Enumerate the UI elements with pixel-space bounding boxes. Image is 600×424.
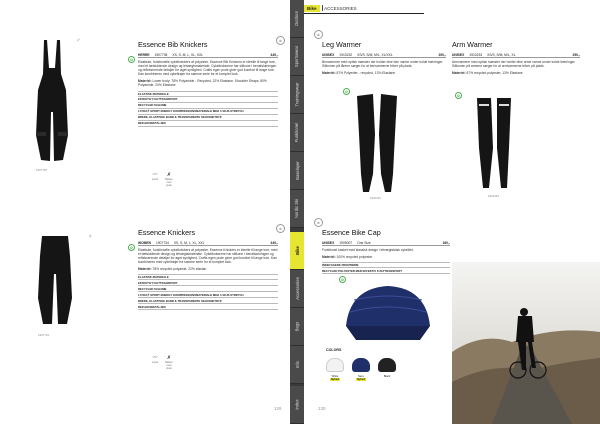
knickers-image-sku: 1907734 bbox=[38, 333, 49, 337]
price-label: 200,- bbox=[438, 52, 446, 57]
eco-leaf-icon: ✿ bbox=[343, 88, 350, 95]
essence-knickers-product bbox=[138, 228, 278, 310]
bib-feature-icons bbox=[150, 172, 174, 187]
color-swatch-black[interactable] bbox=[378, 358, 396, 372]
sku-label: 1910233 bbox=[469, 52, 483, 57]
breadcrumb-category[interactable]: ACCESSORIES bbox=[324, 5, 357, 11]
tab-outdoor[interactable]: Outdoor bbox=[290, 0, 304, 38]
tab-accessories[interactable]: Accessories bbox=[290, 270, 304, 308]
material: Materiel: 87% recycled polyester, 13% Elastane bbox=[452, 71, 523, 76]
sku-label: 1909007 bbox=[339, 240, 353, 245]
feature-item: INDBYGGEDE FRONTBRIM bbox=[322, 262, 450, 268]
price-label: 160,- bbox=[442, 240, 450, 245]
male-symbol-icon: ♂ bbox=[76, 38, 81, 44]
recycle-badge-icon: ♻ bbox=[314, 218, 323, 227]
tab-info[interactable]: Info bbox=[290, 346, 304, 384]
feature-item: BREDE, ELASTISKE BAND & TRANSPARENTE SILIKONETRYK bbox=[138, 298, 278, 304]
sizes-label: XS, S, M, L, XL, XXL bbox=[172, 52, 203, 57]
sku-label: 1907735 bbox=[154, 52, 168, 57]
gender-label: WOMEN bbox=[138, 240, 152, 245]
recycle-badge-icon: ♻ bbox=[276, 36, 285, 45]
spec-bar bbox=[322, 240, 450, 246]
feature-item: RECYCLED SCHAMB bbox=[138, 103, 278, 109]
product-title: Leg Warmer bbox=[322, 40, 362, 49]
tab-nordic-ski[interactable]: Nordic Ski bbox=[290, 190, 304, 228]
description: Elastiske, funktionelle cykelknickers af polyester. Essence Knickers er ideelle til lange ture, med et tætsiddende design og letvægtsmateriale. Cykelbukserne har silikone i benafslutningen og reflekserende detaljer for øget synlighed. Crafts egen pude giver god komfort til lange ture. Kan kombineres med cykeltrøjer fra samme serie for et komplet look. bbox=[138, 248, 278, 265]
color-caption: White Nyhed bbox=[331, 375, 339, 381]
page-number-right: 130 bbox=[318, 406, 326, 411]
feature-list bbox=[138, 91, 278, 127]
leg-warmer-image-sku: 1910232 bbox=[370, 196, 381, 200]
color-swatch-navy[interactable] bbox=[352, 358, 370, 372]
feature-item: REFLEKSDETALJER bbox=[138, 121, 278, 127]
feature-item: RECYCLED SCHAMB bbox=[138, 286, 278, 292]
feature-item: EFFEKTIV FUGTTRANSPORT bbox=[138, 280, 278, 286]
material: Materiel: 100% recycled polyester bbox=[322, 255, 373, 260]
description: Elastiske, funktionelle cykelknickers af polyester. Essence Bib Knickers er ideelle til lange ture, med et tætsiddende design og letvægtsmateriale. Cykelbukserne har silikone i benafslutningen og reflekserende detaljer for øget synlighed. Crafts egen pude giver god komfort til lange ture. Kan kombineres med cykeltrøjer fra samme serie for et komplet look. bbox=[138, 60, 277, 77]
product-title: Essence Bib Knickers bbox=[138, 40, 208, 49]
colors-label: COLORS bbox=[326, 348, 342, 352]
spec-bar bbox=[138, 52, 278, 58]
essence-knickers-image bbox=[36, 236, 74, 326]
bib-knickers-image bbox=[30, 40, 74, 165]
breadcrumb-divider bbox=[322, 5, 323, 11]
feature-item: BREDE, ELASTISKE BAND & TRANSPARENTE SILIKONETRYK bbox=[138, 115, 278, 121]
material: Materiel: 78% recycled polyamid, 22% elastan bbox=[138, 267, 207, 272]
sizes-label: One Size bbox=[357, 240, 371, 245]
bike-cap-image bbox=[340, 282, 436, 344]
feature-item: LYCRA® SPORT ENERGY KOMPRESSIONSMATERIALE MED 4-VEJS STRETCH bbox=[138, 292, 278, 298]
tab-baselayer[interactable]: Baselayer bbox=[290, 152, 304, 190]
feature-item: REFLEKSDETALJER bbox=[138, 304, 278, 310]
product-title: Essence Knickers bbox=[138, 228, 196, 237]
cyclist-photo bbox=[452, 262, 600, 424]
tab-bags[interactable]: Bags bbox=[290, 308, 304, 346]
feature-item: EFFEKTIV FUGTTRANSPORT bbox=[138, 97, 278, 103]
left-page bbox=[0, 0, 290, 424]
spec-bar bbox=[138, 240, 278, 246]
bib-image-sku: 1907735 bbox=[36, 168, 47, 172]
gender-label: HERRE bbox=[138, 52, 150, 57]
tab-index[interactable]: Index bbox=[290, 386, 304, 424]
gender-label: UNISEX bbox=[322, 52, 335, 57]
leg-warmer-product bbox=[322, 40, 446, 75]
gender-label: UNISEX bbox=[452, 52, 465, 57]
description: Funktionel kasket med klassisk design i letvægtsfalsk cykelitet. bbox=[322, 248, 414, 252]
arm-warmer-product bbox=[452, 40, 580, 75]
bib-knickers-product bbox=[138, 40, 278, 127]
arm-warmer-image-sku: 1910233 bbox=[488, 194, 499, 198]
price-label: 449,- bbox=[270, 52, 278, 57]
pad-icon: ✗ Bukser med pude bbox=[165, 171, 173, 187]
color-swatch-white[interactable] bbox=[326, 358, 344, 372]
breadcrumb-section[interactable]: Bike bbox=[304, 5, 320, 12]
price-label: 449,- bbox=[270, 240, 278, 245]
sizes-label: XS/S, S/M, M/L, XL/XXL bbox=[357, 52, 393, 57]
page-number-left: 129 bbox=[274, 406, 282, 411]
section-tabs bbox=[290, 0, 304, 424]
product-title: Essence Bike Cap bbox=[322, 228, 381, 237]
female-symbol-icon: ♀ bbox=[88, 234, 93, 240]
spec-bar bbox=[322, 52, 446, 58]
color-caption: Navy Nyhed bbox=[357, 375, 365, 381]
material: Materiel: 87% Polyester - recycled, 13% Elastane bbox=[322, 71, 396, 76]
header-rule bbox=[304, 13, 424, 14]
feature-item: ELASTISK MATERIALE bbox=[138, 91, 278, 97]
spec-bar bbox=[452, 52, 580, 58]
pad-icon: ✗ Bukser med pude bbox=[165, 354, 173, 370]
sizes-label: XS, S, M, L, XL, XXL bbox=[173, 240, 205, 245]
material: Materiel: Lower body: 78% Polyamide - Recycled, 22% Elastane. Shoulder Straps: 80% Polyamide, 20% Elastane bbox=[138, 79, 267, 88]
price-label: 250,- bbox=[572, 52, 580, 57]
description: Armvarmere med optisk mønster der holder dine arme varme under kolde træninger. Silikonen på armene sørger for at armvarmerne bliver på plads. bbox=[452, 60, 576, 69]
eco-leaf-icon: ✿ bbox=[128, 56, 135, 63]
sku-label: 1907734 bbox=[156, 240, 169, 245]
lycra-icon: 〰 Lycra bbox=[152, 172, 158, 181]
sku-label: 1910232 bbox=[339, 52, 353, 57]
knickers-feature-icons bbox=[150, 355, 174, 370]
eco-leaf-icon: ✿ bbox=[455, 92, 462, 99]
color-caption: Black bbox=[383, 375, 391, 378]
feature-list bbox=[138, 274, 278, 310]
arm-warmer-image bbox=[475, 98, 515, 192]
description: Benvarmere med optisk mønster der holder dine ben varme under kolde træninger. Silikonen på lårene sørger for at benvarmerne bliver på plads. bbox=[322, 60, 444, 69]
leg-warmer-image bbox=[355, 94, 399, 194]
tab-bike[interactable]: Bike bbox=[290, 232, 304, 270]
eco-leaf-icon: ✿ bbox=[339, 276, 346, 283]
feature-item: ELASTISK MATERIALE bbox=[138, 274, 278, 280]
feature-item: LYCRA® SPORT ENERGY KOMPRESSIONSMATERIALE MED 4-VEJS STRETCH bbox=[138, 109, 278, 115]
feature-list bbox=[322, 262, 450, 274]
breadcrumb bbox=[304, 4, 357, 12]
tab-funktionel[interactable]: Funktionel bbox=[290, 114, 304, 152]
tab-sportswear[interactable]: Sportswear bbox=[290, 38, 304, 76]
essence-bike-cap-product bbox=[322, 228, 450, 274]
recycle-badge-icon: ♻ bbox=[314, 30, 323, 39]
gender-label: UNISEX bbox=[322, 240, 335, 245]
eco-leaf-icon: ✿ bbox=[128, 244, 135, 251]
feature-item: RECYCLED POLYESTER MED EFFEKTIV FUGTTRANSPORT bbox=[322, 268, 450, 274]
lycra-icon: 〰 Lycra bbox=[152, 355, 158, 364]
product-title: Arm Warmer bbox=[452, 40, 493, 49]
sizes-label: XS/S, S/M, M/L, XL bbox=[487, 52, 516, 57]
tab-trainingwear[interactable]: Trainingwear bbox=[290, 76, 304, 114]
recycle-badge-icon: ♻ bbox=[276, 224, 285, 233]
